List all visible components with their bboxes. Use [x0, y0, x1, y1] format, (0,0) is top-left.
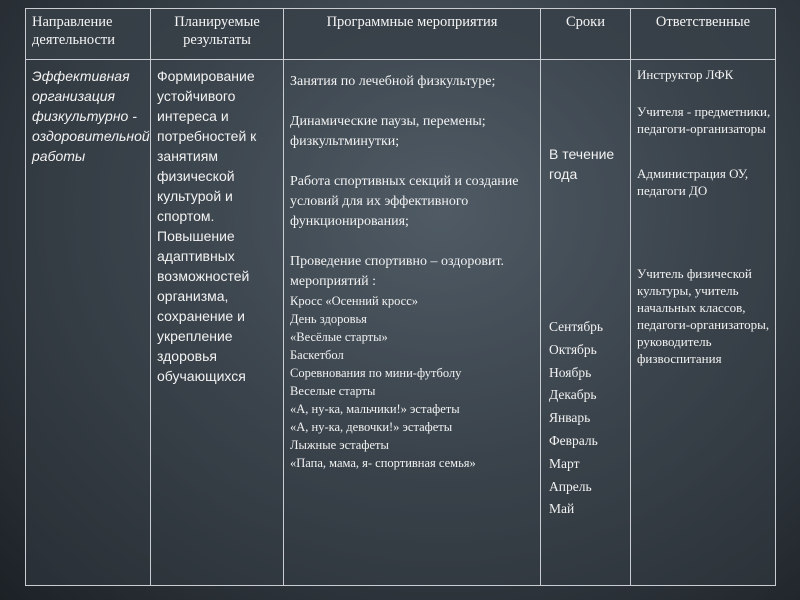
event-item: День здоровья	[290, 312, 367, 326]
activity-block: Динамические паузы, перемены; физкультминутки;	[290, 114, 486, 149]
cell-responsible	[631, 60, 776, 586]
month-item: Февраль	[549, 432, 598, 448]
header-direction: Направление деятельности	[26, 9, 151, 60]
responsible-item: Учитель физической культуры, учитель начальных классов, педагоги-организаторы, руководитель физвоспитания	[637, 266, 770, 366]
responsible-item: Учителя - предметники, педагоги-организаторы	[637, 104, 771, 136]
activity-block: Проведение спортивно – оздоровит. мероприятий :	[290, 254, 505, 289]
month-item: Март	[549, 455, 580, 471]
direction-text: Эффективная организация физкультурно - оздоровительной работы	[32, 68, 150, 164]
activity-block: Занятия по лечебной физкультуре;	[290, 74, 496, 89]
header-terms: Сроки	[541, 9, 631, 60]
cell-direction	[26, 60, 151, 586]
activity-block: Работа спортивных секций и создание условий для их эффективного функционирования;	[290, 174, 519, 229]
event-item: Кросс «Осенний кросс»	[290, 294, 419, 308]
event-item: «А, ну-ка, мальчики!» эстафеты	[290, 402, 460, 416]
event-item: «Весёлые старты»	[290, 330, 388, 344]
event-item: Веселые старты	[290, 384, 376, 398]
header-row	[26, 9, 776, 60]
event-item: Лыжные эстафеты	[290, 438, 389, 452]
responsible-item: Администрация ОУ, педагоги ДО	[637, 166, 749, 198]
month-item: Январь	[549, 410, 591, 426]
month-item: Апрель	[549, 478, 592, 494]
plan-table	[25, 8, 776, 586]
event-item: Соревнования по мини-футболу	[290, 366, 462, 380]
period-text: В течение года	[549, 146, 615, 182]
event-item: «Папа, мама, я- спортивная семья»	[290, 456, 476, 470]
event-item: «А, ну-ка, девочки!» эстафеты	[290, 420, 453, 434]
table-row	[26, 60, 776, 586]
month-item: Декабрь	[549, 387, 597, 403]
header-results: Планируемые результаты	[151, 9, 284, 60]
month-item: Октябрь	[549, 341, 597, 357]
cell-terms	[541, 60, 631, 586]
event-item: Баскетбол	[290, 348, 344, 362]
results-text: Формирование устойчивого интереса и потребностей к занятиям физической культурой и спортом. Повышение адаптивных возможностей организма, сохранение и укрепление здоровья обучающихся	[157, 68, 257, 384]
month-item: Ноябрь	[549, 364, 592, 380]
header-responsible: Ответственные	[631, 9, 776, 60]
month-item: Сентябрь	[549, 319, 604, 334]
cell-results	[151, 60, 284, 586]
cell-activities	[284, 60, 541, 586]
header-activities: Программные мероприятия	[284, 9, 541, 60]
responsible-item: Инструктор ЛФК	[637, 67, 734, 82]
month-item: Май	[549, 501, 575, 517]
